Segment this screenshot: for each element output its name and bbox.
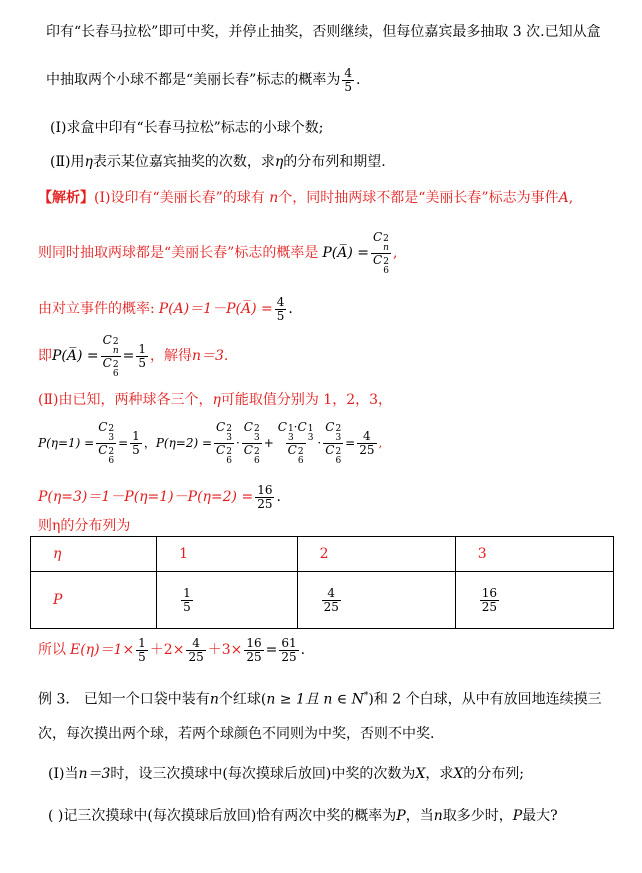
prob-fraction: $\frac{4}{5}$ xyxy=(344,65,352,94)
solution-line-2: 则同时抽取两球都是“美丽长春”标志的概率是 P(A̅) = C 2 n C 2 6 , xyxy=(38,229,398,276)
example3-line-1: 例 3． 已知一个口袋中装有n个红球(n ≥ 1且 n ∈ N*)和 2 个白球，从中有放回地连续摸三 xyxy=(38,691,602,708)
example3-question-2: ( )记三次摸球中(每次摸球后放回)恰有两次中奖的概率为P，当n取多少时，P最大? xyxy=(48,808,558,824)
problem-line-2: 中抽取两个小球不都是“美丽长春”标志的概率为 $\frac{4}{5}$ . xyxy=(46,65,361,94)
table-cell: P xyxy=(31,572,157,629)
table-row xyxy=(31,572,614,629)
table-row xyxy=(31,537,614,572)
solution-line-6: P(η=1) = C 2 3 C 2 6 = $\frac{1}{5}$ ， P(η=2) = C 2 3 C 2 6 · C 2 3 C 2 6 + C 1 3 ·C 1 3 C 2 6 · C 2 3 C 2 6 = $\frac{4}{25}$ , xyxy=(38,419,383,466)
solution-tag: 【解析】 xyxy=(38,190,94,206)
table-header-cell: 2 xyxy=(297,537,455,572)
table-cell: $\frac{16}{25}$ xyxy=(455,572,613,629)
question-1: (Ⅰ)求盒中印有“长春马拉松”标志的小球个数; xyxy=(50,120,324,136)
expectation-line: 所以 E(η)＝1× $\frac{1}{5}$ ＋2× $\frac{4}{25}$ ＋3× $\frac{16}{25}$ = $\frac{61}{25}$ . xyxy=(38,635,306,664)
solution-line-4: 即 P(A̅) = C 2 n C 2 6 = $\frac{1}{5}$ ，解得 n＝3. xyxy=(38,332,229,379)
table-header-cell: 3 xyxy=(455,537,613,572)
combination-fraction: C 2 n C 2 6 xyxy=(372,229,389,276)
solution-line-8: 则η的分布列为 xyxy=(38,518,131,534)
example3-question-1: (Ⅰ)当n＝3时，设三次摸球中(每次摸球后放回)中奖的次数为X，求X的分布列; xyxy=(48,766,524,782)
solution-line-7: P(η=3)＝1－P(η=1)－P(η=2) = $\frac{16}{25}$ . xyxy=(38,482,281,511)
problem-line-1: 印有“长春马拉松”即可中奖，并停止抽奖，否则继续，但每位嘉宾最多抽取 3 次.已知从盒 xyxy=(46,24,601,40)
example3-line-2: 次，每次摸出两个球，若两个球颜色不同则为中奖，否则不中奖. xyxy=(38,726,435,742)
solution-line-3: 由对立事件的概率: P(A)＝1－P(A̅) = $\frac{4}{5}$ . xyxy=(38,294,293,323)
table-cell: $\frac{4}{25}$ xyxy=(297,572,455,629)
table-header-cell: η xyxy=(31,537,157,572)
table-header-cell: 1 xyxy=(157,537,298,572)
solution-line-1: 【解析】(Ⅰ)设印有“美丽长春”的球有 n个，同时抽两球不都是“美丽长春”标志为事件A, xyxy=(38,190,574,206)
distribution-table xyxy=(30,536,614,629)
question-2: (Ⅱ)用η表示某位嘉宾抽奖的次数，求η的分布列和期望. xyxy=(50,154,386,170)
solution-line-5: (Ⅱ)由已知，两种球各三个，η可能取值分别为 1，2，3， xyxy=(38,392,393,408)
table-cell: $\frac{1}{5}$ xyxy=(157,572,298,629)
